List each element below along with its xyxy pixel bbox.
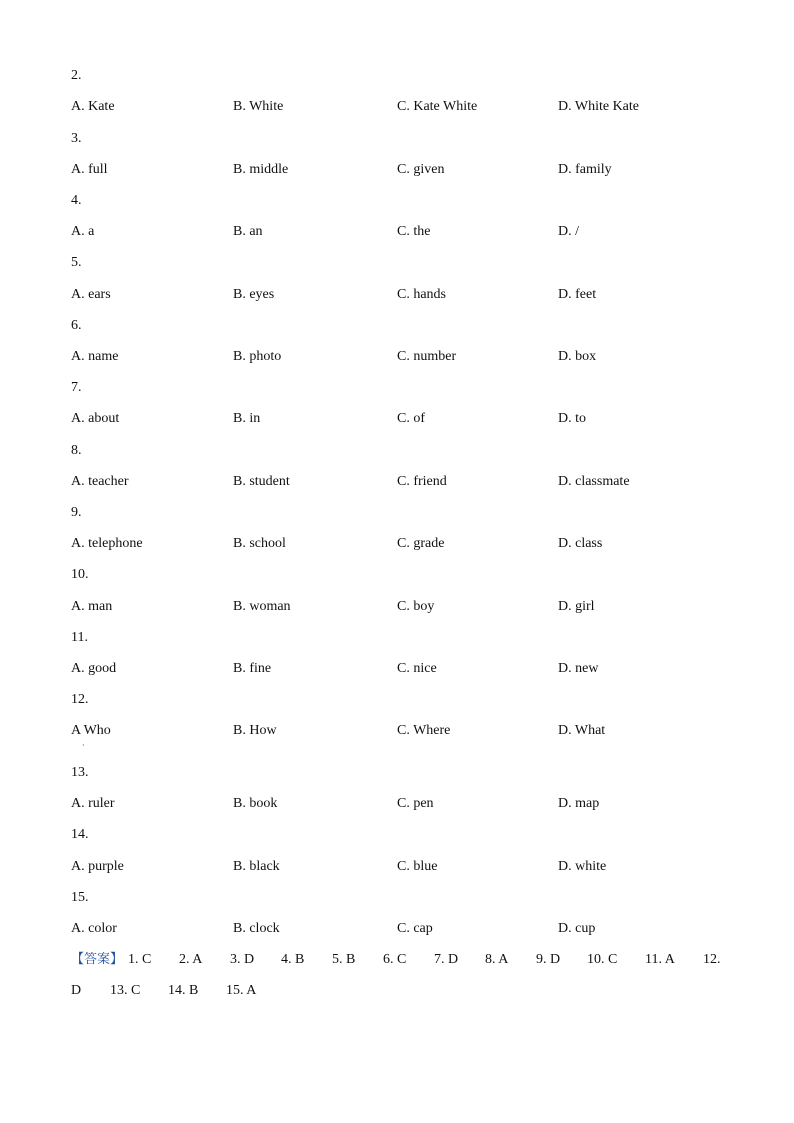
option-d: D. white bbox=[558, 859, 607, 874]
question-number: 13. bbox=[71, 765, 89, 780]
option-b: B. middle bbox=[233, 162, 289, 177]
option-c: C. boy bbox=[397, 599, 435, 614]
option-c: C. hands bbox=[397, 287, 446, 302]
option-a: A. color bbox=[71, 921, 117, 936]
answer-item: 12. bbox=[703, 952, 721, 967]
option-b: B. black bbox=[233, 859, 280, 874]
question-number: 6. bbox=[71, 318, 82, 333]
option-b: B. photo bbox=[233, 349, 282, 364]
answer-item: 8. A bbox=[485, 952, 509, 967]
option-b: B. school bbox=[233, 536, 286, 551]
option-a: A. ruler bbox=[71, 796, 115, 811]
option-a: A. ears bbox=[71, 287, 111, 302]
question-number: 5. bbox=[71, 255, 82, 270]
answer-item: 6. C bbox=[383, 952, 407, 967]
answer-item: 9. D bbox=[536, 952, 561, 967]
option-c: C. Where bbox=[397, 723, 451, 738]
option-d: D. girl bbox=[558, 599, 595, 614]
option-b: B. How bbox=[233, 723, 277, 738]
option-b: B. in bbox=[233, 411, 261, 426]
answer-item: 4. B bbox=[281, 952, 305, 967]
question-number: 8. bbox=[71, 443, 82, 458]
answer-item: 11. A bbox=[645, 952, 675, 967]
option-c: C. given bbox=[397, 162, 445, 177]
option-b: B. an bbox=[233, 224, 263, 239]
answer-item: 7. D bbox=[434, 952, 459, 967]
option-d: D. / bbox=[558, 224, 579, 239]
answer-item: D bbox=[71, 983, 82, 998]
option-a: A. good bbox=[71, 661, 117, 676]
question-number: 4. bbox=[71, 193, 82, 208]
question-number: 2. bbox=[71, 68, 82, 83]
question-number: 9. bbox=[71, 505, 82, 520]
option-c: C. number bbox=[397, 349, 457, 364]
option-b: B. book bbox=[233, 796, 278, 811]
option-a: A. teacher bbox=[71, 474, 129, 489]
answer-item: 5. B bbox=[332, 952, 356, 967]
option-b: B. fine bbox=[233, 661, 272, 676]
question-number: 15. bbox=[71, 890, 89, 905]
option-a: A. man bbox=[71, 599, 113, 614]
option-b: B. woman bbox=[233, 599, 291, 614]
option-d: D. to bbox=[558, 411, 586, 426]
option-c: C. blue bbox=[397, 859, 438, 874]
option-d: D. new bbox=[558, 661, 599, 676]
option-a: A. full bbox=[71, 162, 108, 177]
option-c: C. friend bbox=[397, 474, 447, 489]
option-c: C. grade bbox=[397, 536, 445, 551]
option-b: B. student bbox=[233, 474, 290, 489]
option-a: A. purple bbox=[71, 859, 124, 874]
option-c: C. pen bbox=[397, 796, 434, 811]
option-a: A. a bbox=[71, 224, 95, 239]
answer-item: 3. D bbox=[230, 952, 255, 967]
option-d: D. box bbox=[558, 349, 597, 364]
answer-item: 15. A bbox=[226, 983, 257, 998]
question-number: 11. bbox=[71, 630, 88, 645]
option-d: D. White Kate bbox=[558, 99, 639, 114]
option-d: D. feet bbox=[558, 287, 597, 302]
option-d: D. What bbox=[558, 723, 606, 738]
option-a: A. name bbox=[71, 349, 119, 364]
option-c: C. the bbox=[397, 224, 431, 239]
option-b: B. eyes bbox=[233, 287, 275, 302]
option-a: A Who bbox=[71, 723, 111, 738]
option-a: A. Kate bbox=[71, 99, 115, 114]
option-c: C. of bbox=[397, 411, 425, 426]
option-c: C. Kate White bbox=[397, 99, 478, 114]
question-number: 12. bbox=[71, 692, 89, 707]
question-number: 14. bbox=[71, 827, 89, 842]
answer-item: 2. A bbox=[179, 952, 203, 967]
option-d: D. family bbox=[558, 162, 612, 177]
answer-key-line-1 bbox=[71, 951, 123, 969]
option-d: D. cup bbox=[558, 921, 596, 936]
option-c: C. cap bbox=[397, 921, 433, 936]
question-number: 7. bbox=[71, 380, 82, 395]
question-number: 3. bbox=[71, 131, 82, 146]
answer-item: 10. C bbox=[587, 952, 618, 967]
period-mark: · bbox=[82, 741, 85, 750]
option-b: B. White bbox=[233, 99, 284, 114]
question-number: 10. bbox=[71, 567, 89, 582]
option-a: A. telephone bbox=[71, 536, 143, 551]
option-b: B. clock bbox=[233, 921, 280, 936]
option-c: C. nice bbox=[397, 661, 437, 676]
answer-item: 14. B bbox=[168, 983, 199, 998]
option-d: D. class bbox=[558, 536, 603, 551]
option-d: D. map bbox=[558, 796, 600, 811]
option-d: D. classmate bbox=[558, 474, 630, 489]
answer-item: 13. C bbox=[110, 983, 141, 998]
answer-item: 1. C bbox=[128, 952, 152, 967]
answer-tag: 【答案】 bbox=[71, 952, 124, 967]
option-a: A. about bbox=[71, 411, 120, 426]
